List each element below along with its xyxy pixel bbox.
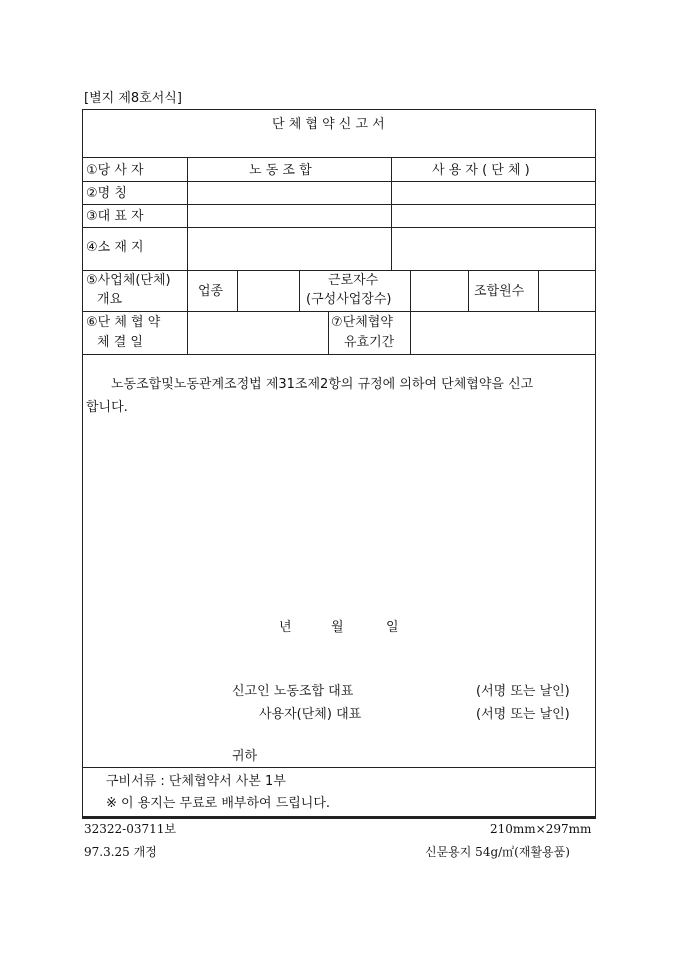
- date-year: 년: [279, 620, 292, 635]
- form-code: 32322-03711보: [84, 822, 176, 836]
- col-members-divider: [538, 270, 539, 311]
- addressee: 귀하: [232, 749, 258, 764]
- required-documents-note: 구비서류 : 단체협약서 사본 1부: [106, 774, 286, 789]
- col-workers-divider: [410, 270, 411, 354]
- representative-label: ③대 표 자: [86, 209, 144, 224]
- revision-date: 97.3.25 개정: [84, 845, 157, 859]
- col-workers-value-divider: [468, 270, 469, 311]
- divider-rep: [83, 227, 595, 228]
- employer-header: 사 용 자 ( 단 체 ): [432, 163, 530, 178]
- statement-line1: 노동조합및노동관계조정법 제31조제2항의 규정에 의하여 단체협약을 신고: [111, 377, 534, 392]
- agreement-date-line2: 체 결 일: [97, 335, 143, 350]
- statement-line2: 합니다.: [86, 400, 128, 415]
- union-rep-label: 신고인 노동조합 대표: [232, 684, 354, 699]
- agreement-period-line2: 유효기간: [344, 335, 395, 350]
- business-label-line1: ⑤사업체(단체): [86, 273, 171, 288]
- union-header: 노 동 조 합: [249, 163, 312, 178]
- divider-title: [83, 157, 595, 158]
- agreement-date-line1: ⑥단 체 협 약: [86, 315, 161, 330]
- employer-rep-label: 사용자(단체) 대표: [259, 707, 362, 722]
- address-label: ④소 재 지: [86, 240, 144, 255]
- date-day: 일: [386, 620, 399, 635]
- members-label: 조합원수: [474, 284, 525, 299]
- divider-agreement: [83, 354, 595, 355]
- agreement-period-line1: ⑦단체협약: [331, 315, 393, 330]
- divider-footer: [83, 767, 595, 768]
- free-distribution-note: ※ 이 용지는 무료로 배부하여 드립니다.: [106, 796, 331, 811]
- workers-label-line2: (구성사업장수): [306, 292, 392, 307]
- employer-sign-note: (서명 또는 날인): [476, 707, 570, 722]
- form-number: [별지 제8호서식]: [84, 91, 182, 106]
- divider-business: [83, 311, 595, 312]
- parties-label: ①당 사 자: [86, 163, 144, 178]
- divider-name: [83, 204, 595, 205]
- form-title: 단 체 협 약 신 고 서: [272, 117, 385, 132]
- bottom-rule: [82, 817, 596, 819]
- union-sign-note: (서명 또는 날인): [476, 684, 570, 699]
- paper-spec: 신문용지 54g/㎡(재활용품): [425, 845, 570, 859]
- col-parties-divider: [391, 157, 392, 270]
- name-label: ②명 칭: [86, 186, 127, 201]
- col-industry-divider: [237, 270, 238, 311]
- divider-address: [83, 270, 595, 271]
- industry-label: 업종: [198, 284, 224, 299]
- col-label-divider: [187, 157, 188, 354]
- divider-parties: [83, 181, 595, 182]
- col-period-label-divider: [328, 311, 329, 354]
- paper-size: 210mm×297mm: [490, 822, 592, 836]
- business-label-line2: 개요: [97, 292, 123, 307]
- workers-label-line1: 근로자수: [328, 273, 379, 288]
- date-month: 월: [331, 620, 344, 635]
- col-industry-value-divider: [299, 270, 300, 311]
